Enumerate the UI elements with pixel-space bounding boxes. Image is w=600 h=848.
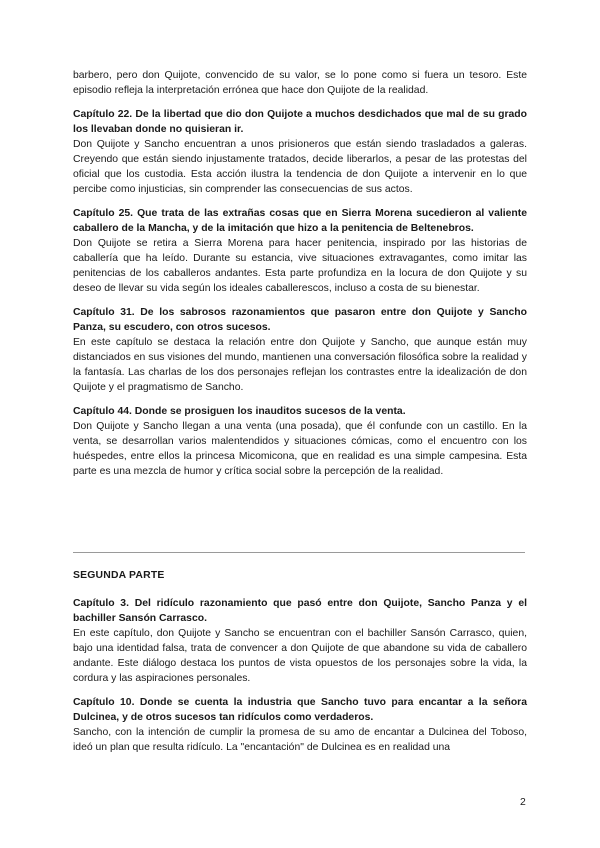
chapter-title: Capítulo 44. Donde se prosiguen los inauditos sucesos de la venta. bbox=[73, 406, 406, 417]
chapter-title: Capítulo 10. Donde se cuenta la industria que Sancho tuvo para encantar a la señora Dulcinea, y de otros sucesos tan ridículos como verdaderos. bbox=[73, 697, 527, 723]
chapter-body: Don Quijote y Sancho llegan a una venta (una posada), que él confunde con un castillo. En la venta, se desarrollan varios malentendidos y situaciones cómicas, como el encuentro con los huéspedes, entre ellos la princesa Micomicona, que en realidad es una simple campesina. Esta parte es una mezcla de humor y crítica social sobre la percepción de la realidad. bbox=[73, 421, 527, 477]
part2-content bbox=[73, 596, 527, 755]
chapter-section-10 bbox=[73, 695, 527, 755]
intro-paragraph: barbero, pero don Quijote, convencido de su valor, se lo pone como si fuera un tesoro. Este episodio refleja la interpretación errónea que hace don Quijote de la realidad. bbox=[73, 70, 527, 96]
chapter-title: Capítulo 22. De la libertad que dio don Quijote a muchos desdichados que mal de su grado los llevaban donde no quisieran ir. bbox=[73, 109, 527, 135]
chapter-section-25 bbox=[73, 206, 527, 296]
chapter-section-44 bbox=[73, 404, 527, 479]
part-heading: SEGUNDA PARTE bbox=[73, 570, 165, 581]
chapter-section-3 bbox=[73, 596, 527, 686]
part1-content bbox=[73, 68, 527, 479]
chapter-body: En este capítulo, don Quijote y Sancho se encuentran con el bachiller Sansón Carrasco, quien, bajo una identidad falsa, trata de convencer a don Quijote de que abandone su vida de caballero andante. Este diálogo destaca los puntos de vista opuestos de los personajes sobre la vida, la cordura y las aspiraciones personales. bbox=[73, 628, 527, 684]
chapter-body: En este capítulo se destaca la relación entre don Quijote y Sancho, que aunque están muy distanciados en sus visiones del mundo, mantienen una conversación filosófica sobre la realidad y la fantasía. Las charlas de los dos personajes reflejan los contrastes entre la idealización de don Quijote y el pragmatismo de Sancho. bbox=[73, 337, 527, 393]
section-divider bbox=[73, 552, 525, 553]
chapter-section-31 bbox=[73, 305, 527, 395]
chapter-title: Capítulo 3. Del ridículo razonamiento que pasó entre don Quijote, Sancho Panza y el bachiller Sansón Carrasco. bbox=[73, 598, 527, 624]
chapter-title: Capítulo 31. De los sabrosos razonamientos que pasaron entre don Quijote y Sancho Panza, su escudero, con otros sucesos. bbox=[73, 307, 527, 333]
chapter-body: Sancho, con la intención de cumplir la promesa de su amo de encantar a Dulcinea del Toboso, ideó un plan que resulta ridículo. La "encantación" de Dulcinea es en realidad una bbox=[73, 727, 527, 753]
chapter-body: Don Quijote se retira a Sierra Morena para hacer penitencia, inspirado por las historias de caballería que ha leído. Durante su estancia, vive situaciones extravagantes, como imitar las penitencias de los caballeros andantes. Esta parte profundiza en la locura de don Quijote y su deseo de llevar su vida según los ideales caballerescos, incluso a costa de su bienestar. bbox=[73, 238, 527, 294]
chapter-section-22 bbox=[73, 107, 527, 197]
chapter-body: Don Quijote y Sancho encuentran a unos prisioneros que están siendo trasladados a galeras. Creyendo que están siendo injustamente tratados, decide liberarlos, a pesar de las protestas del oficial que los custodia. Esta acción ilustra la tendencia de don Quijote a intervenir en lo que percibe como injusticias, sin comprender las consecuencias de sus actos. bbox=[73, 139, 527, 195]
chapter-title: Capítulo 25. Que trata de las extrañas cosas que en Sierra Morena sucedieron al valiente caballero de la Mancha, y de la imitación que hizo a la penitencia de Beltenebros. bbox=[73, 208, 527, 234]
page-number: 2 bbox=[520, 797, 526, 808]
